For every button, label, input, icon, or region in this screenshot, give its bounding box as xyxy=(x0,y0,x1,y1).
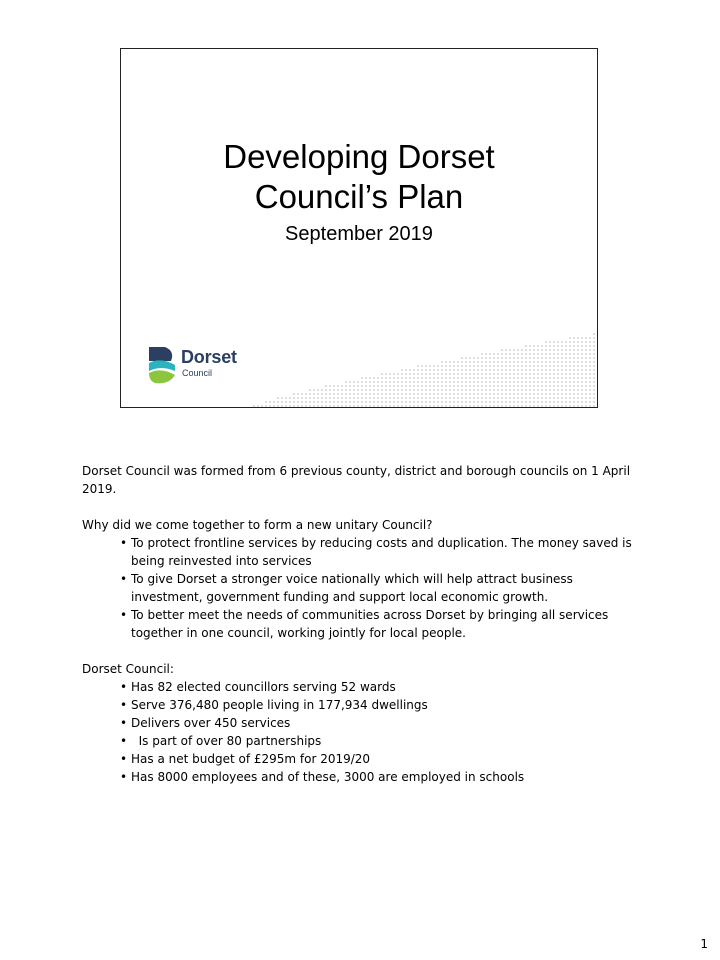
why-heading: Why did we come together to form a new unitary Council? xyxy=(82,518,433,532)
list-item: • To give Dorset a stronger voice nationally which will help attract business investment, government funding and support local economic growth. xyxy=(82,570,642,606)
list-item: • Delivers over 450 services xyxy=(82,714,642,732)
logo-subtext: Council xyxy=(182,368,213,378)
list-item: • Is part of over 80 partnerships xyxy=(82,732,642,750)
list-item: • To protect frontline services by reducing costs and duplication. The money saved is being reinvested into services xyxy=(82,534,642,570)
dorset-logo-mark-icon xyxy=(147,345,177,385)
page-number: 1 xyxy=(700,937,708,951)
slide-title-line: Developing Dorset xyxy=(223,138,495,175)
list-item: • Serve 376,480 people living in 177,934 dwellings xyxy=(82,696,642,714)
list-item: • To better meet the needs of communities across Dorset by bringing all services together in one council, working jointly for local people. xyxy=(82,606,642,642)
list-item: • Has 82 elected councillors serving 52 wards xyxy=(82,678,642,696)
list-item: • Has a net budget of £295m for 2019/20 xyxy=(82,750,642,768)
intro-paragraph: Dorset Council was formed from 6 previous county, district and borough councils on 1 April 2019. xyxy=(82,464,631,496)
slide-thumbnail xyxy=(120,48,598,408)
council-facts-list xyxy=(82,678,642,786)
slide-title-line: Council’s Plan xyxy=(254,178,464,215)
slide-subtitle: September 2019 xyxy=(285,223,433,245)
council-heading: Dorset Council: xyxy=(82,662,174,676)
list-item: • Has 8000 employees and of these, 3000 are employed in schools xyxy=(82,768,642,786)
why-list xyxy=(82,534,642,642)
dorset-council-logo xyxy=(147,345,247,387)
slide-title xyxy=(121,137,597,217)
speaker-notes xyxy=(82,462,642,786)
logo-wordmark: Dorset xyxy=(181,347,237,367)
dot-pattern-decoration xyxy=(241,329,598,408)
